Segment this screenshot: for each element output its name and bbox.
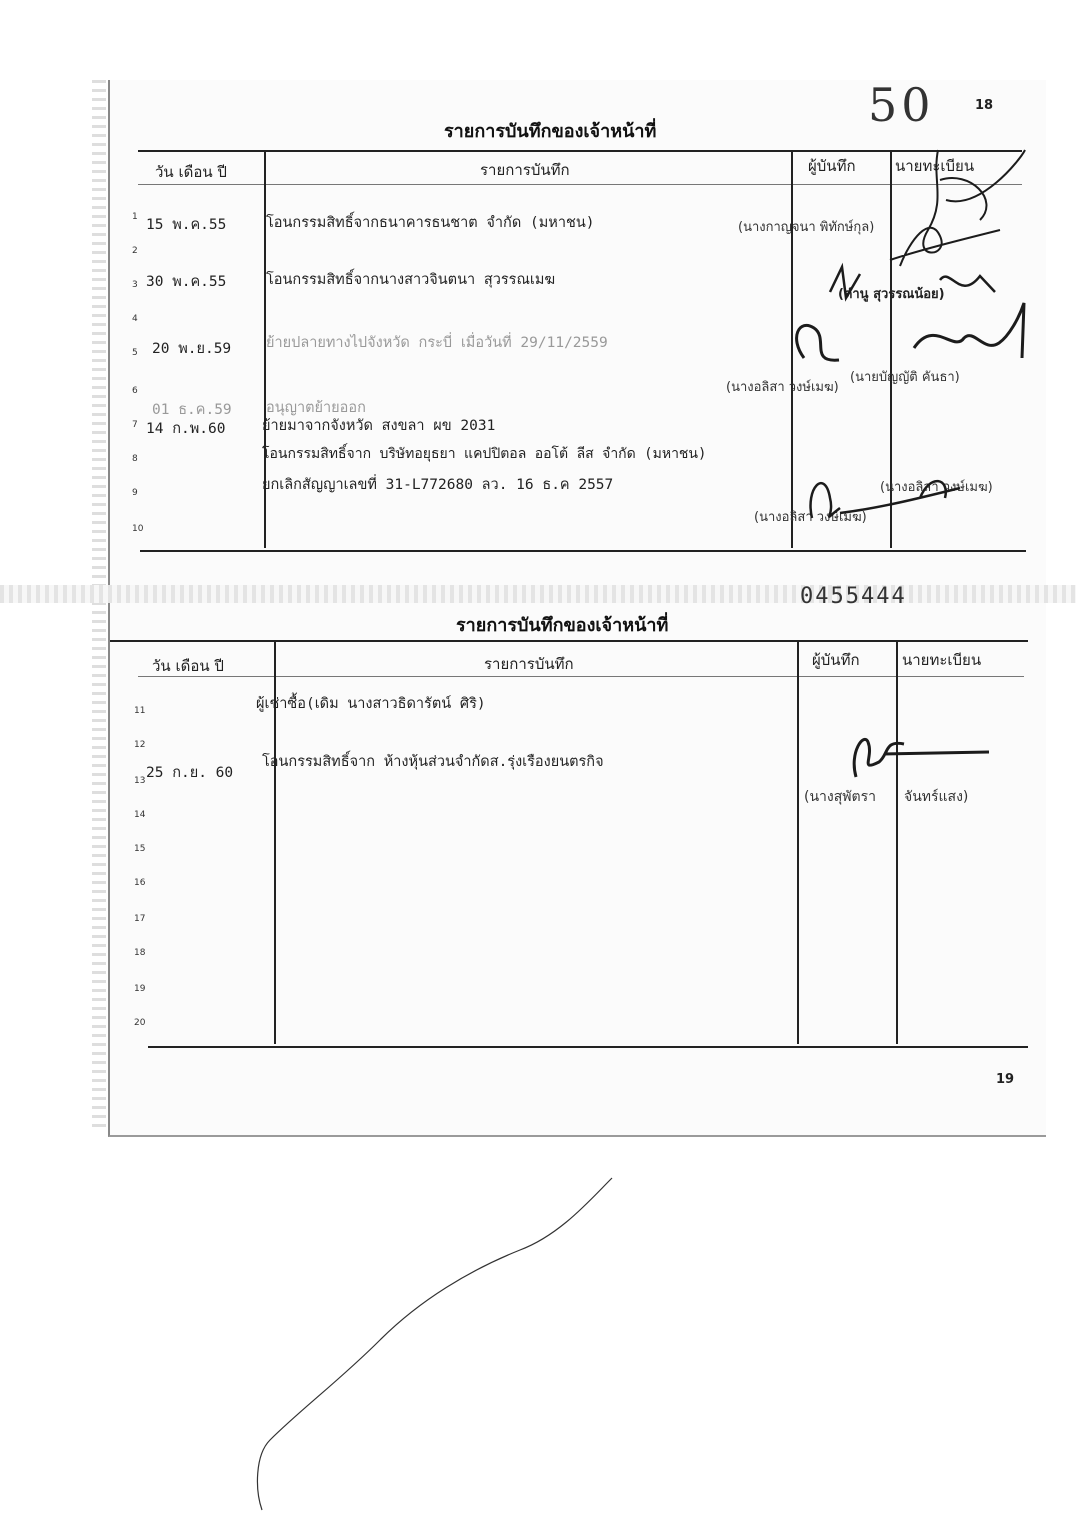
line-number: 14 (134, 810, 146, 820)
line-number: 15 (134, 844, 146, 854)
entry-date: 14 ก.พ.60 (146, 421, 226, 437)
section-title-top: รายการบันทึกของเจ้าหน้าที่ (444, 121, 657, 142)
officer-name: (นายบัญญัติ คันธา) (850, 370, 960, 385)
header-date: วัน เดือน ปี (152, 657, 224, 675)
officer-name: (นางกาญจนา พิทักษ์กุล) (738, 220, 875, 235)
line-number: 20 (134, 1018, 146, 1028)
header-date: วัน เดือน ปี (155, 163, 227, 181)
line-number: 6 (132, 386, 138, 396)
entry-date: 30 พ.ค.55 (146, 274, 227, 290)
page-number-bottom: 19 (996, 1072, 1015, 1087)
entry-date: 20 พ.ย.59 (152, 341, 232, 357)
line-number: 11 (134, 706, 146, 716)
entry-text: ย้ายมาจากจังหวัด สงขลา ผข 2031 (262, 418, 496, 434)
entry-date: 15 พ.ค.55 (146, 217, 227, 233)
officer-name: (นางอลิสา วงษ์เมฆ) (880, 480, 993, 495)
entry-text: ผู้เช่าซื้อ(เดิม นางสาวธิดารัตน์ ศิริ) (256, 696, 486, 712)
line-number: 18 (134, 948, 146, 958)
entry-text: ยกเลิกสัญญาเลขที่ 31-L772680 ลว. 16 ธ.ค 2557 (262, 477, 614, 493)
handwritten-page-number: 50 (868, 78, 935, 132)
line-number: 17 (134, 914, 146, 924)
serial-number: 0455444 (800, 584, 907, 609)
header-recorder: ผู้บันทึก (812, 651, 860, 669)
line-number: 1 (132, 212, 138, 222)
header-record: รายการบันทึก (484, 655, 574, 673)
entry-text: อนุญาตย้ายออก (266, 400, 366, 416)
line-number: 5 (132, 348, 138, 358)
entry-text: โอนกรรมสิทธิ์จาก ห้างหุ้นส่วนจำกัดส.รุ่งเรืองยนตรกิจ (262, 754, 604, 770)
officer-name: (ดำนู สุวรรณน้อย) (838, 287, 945, 302)
line-number: 9 (132, 488, 138, 498)
entry-text: โอนกรรมสิทธิ์จากนางสาวจินตนา สุวรรณเมฆ (266, 272, 556, 288)
line-number: 12 (134, 740, 146, 750)
entry-date: 01 ธ.ค.59 (152, 402, 232, 418)
entry-date: 25 ก.ย. 60 (146, 765, 234, 781)
officer-name: (นางอลิสา วงษ์เมฆ) (754, 510, 867, 525)
line-number: 13 (134, 776, 146, 786)
header-recorder: ผู้บันทึก (808, 157, 856, 175)
officer-name: (นางอลิสา วงษ์เมฆ) (726, 380, 839, 395)
line-number: 16 (134, 878, 146, 888)
line-number: 8 (132, 454, 138, 464)
header-registrar: นายทะเบียน (902, 651, 982, 669)
entry-text: ย้ายปลายทางไปจังหวัด กระบี่ เมื่อวันที่ 29/11/2559 (266, 335, 608, 351)
line-number: 4 (132, 314, 138, 324)
entry-text: โอนกรรมสิทธิ์จากธนาคารธนชาต จำกัด (มหาชน) (266, 215, 595, 231)
header-registrar: นายทะเบียน (895, 157, 975, 175)
line-number: 2 (132, 246, 138, 256)
officer-name: (นางสุพัตรา (804, 789, 876, 805)
line-number: 10 (132, 524, 144, 534)
line-number: 7 (132, 420, 138, 430)
line-number: 3 (132, 280, 138, 290)
officer-name: จันทร์แสง) (904, 789, 969, 805)
line-number: 19 (134, 984, 146, 994)
section-title-bottom: รายการบันทึกของเจ้าหน้าที่ (456, 615, 669, 636)
header-record: รายการบันทึก (480, 161, 570, 179)
page-number-top: 18 (975, 98, 994, 113)
entry-text: โอนกรรมสิทธิ์จาก บริษัทอยุธยา แคปปิตอล ออโต้ ลีส จำกัด (มหาชน) (262, 446, 707, 462)
